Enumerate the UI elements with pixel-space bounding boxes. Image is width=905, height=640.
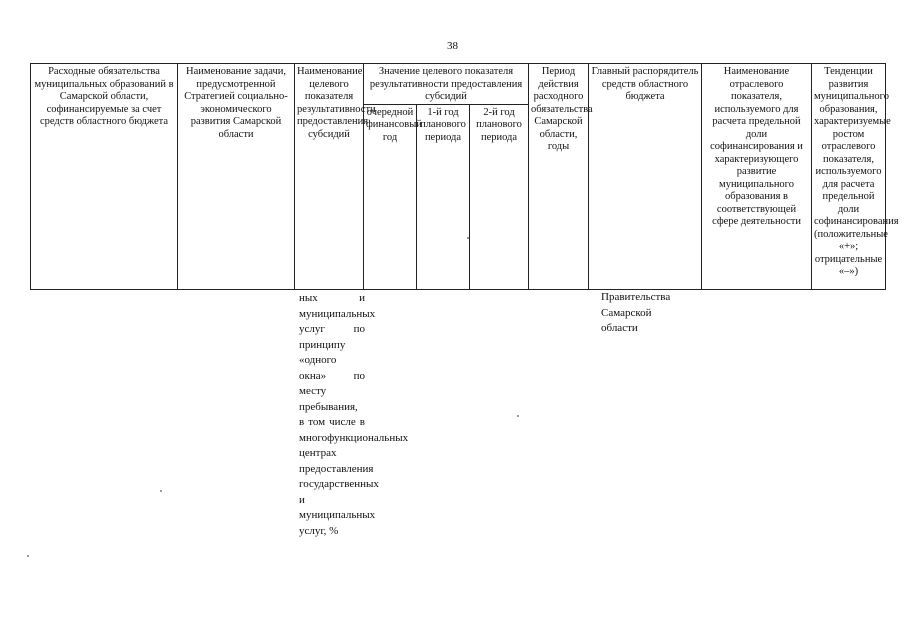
header-spending-obligations: Расходные обязательства муниципальных образований в Самарской области, софинансируемые за счет средств областного бюджета [31,64,178,290]
header-obligation-period: Период действия расходного обязательства Самарской области, годы [529,64,589,290]
header-next-fiscal-year: очередной финансовый год [364,104,417,290]
header-indicator-name: Наименование целевого показателя результативности предоставления субсидий [295,64,364,290]
distributor-continuation-text: Правительства Самарской области [601,291,671,334]
indicator-continuation-text: ных и муниципальных услуг по принципу «одного окна» по месту пребывания, в том числе в многофункциональных центрах предоставления государственных и муниципальных услуг, % [299,292,409,537]
header-planning-year-2: 2-й год планового периода [470,104,529,290]
header-development-trends: Тенденции развития муниципального образования, характеризуемые ростом отраслевого показателя, используемого для расчета предельной доли софинансирования (положительные «+»; отрицательные «–») [812,64,886,290]
page-number: 38 [447,40,458,52]
header-sector-indicator: Наименование отраслевого показателя, используемого для расчета предельной доли софинансирования и характеризующего развитие муниципального образования в соответствующей сфере деятельности [702,64,812,290]
scan-speck [160,490,162,492]
scan-speck [27,555,29,557]
header-strategy-task: Наименование задачи, предусмотренной Стратегией социально-экономического развития Самарской области [178,64,295,290]
scan-speck [467,237,469,239]
header-indicator-value-group: Значение целевого показателя результативности предоставления субсидий [364,64,529,105]
header-planning-year-1: 1-й год планового периода [417,104,470,290]
header-main-distributor: Главный распорядитель средств областного бюджета [589,64,702,290]
header-table [30,63,899,290]
scan-speck [517,415,519,417]
